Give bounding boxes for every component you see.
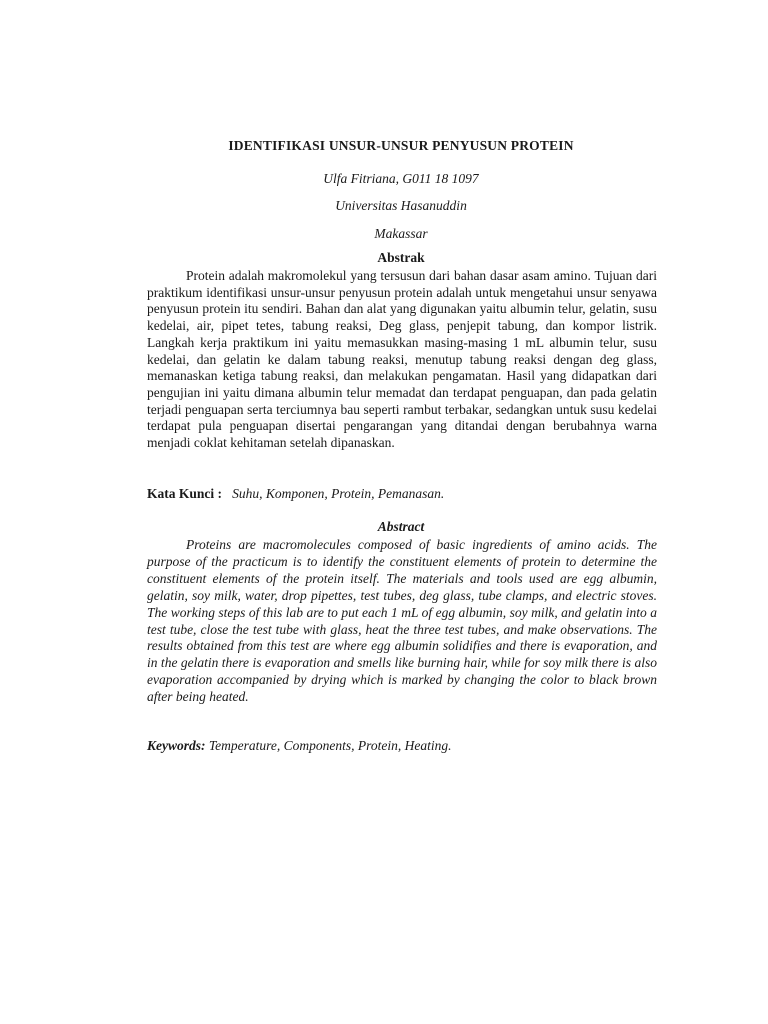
keywords-value: Temperature, Components, Protein, Heating. (208, 738, 452, 753)
abstrak-heading: Abstrak (377, 250, 425, 265)
city-line: Makassar (374, 226, 428, 241)
kata-kunci-value: Suhu, Komponen, Protein, Pemanasan. (232, 486, 445, 501)
author-line: Ulfa Fitriana, G011 18 1097 (323, 171, 479, 186)
abstrak-paragraph: Protein adalah makromolekul yang tersusun dari bahan dasar asam amino. Tujuan dari praktikum identifikasi unsur-unsur penyusun protein adalah untuk mengetahui unsur senyawa penyusun protein itu sendiri. Bahan dan alat yang digunakan yaitu albumin telur, gelatin, susu kedelai, air, pipet tetes, tabung reaksi, Deg glass, penjepit tabung, dan kompor listrik. Langkah kerja praktikum ini yaitu memasukkan masing-masing 1 mL albumin telur, susu kedelai, dan gelatin ke dalam tabung reaksi, menutup tabung reaksi dengan deg glass, memanaskan ketiga tabung reaksi, dan melakukan pengamatan. Hasil yang didapatkan dari pengujian ini yaitu dimana albumin telur memadat dan terdapat penguapan, dan pada gelatin terjadi penguapan serta terciumnya bau seperti rambut terbakar, sedangkan untuk susu kedelai terdapat pula penguapan disertai pengarangan yang ditandai dengan berubahnya warna menjadi coklat kehitaman setelah dipanaskan. (147, 268, 657, 451)
kata-kunci-line (147, 486, 667, 502)
abstract-heading: Abstract (377, 519, 425, 534)
affiliation-line: Universitas Hasanuddin (335, 198, 467, 213)
paper-title: IDENTIFIKASI UNSUR-UNSUR PENYUSUN PROTEIN (228, 138, 574, 153)
kata-kunci-label: Kata Kunci : (147, 486, 223, 501)
abstract-paragraph: Proteins are macromolecules composed of basic ingredients of amino acids. The purpose of the practicum is to identify the constituent elements of protein to determine the constituent elements of the protein itself. The materials and tools used are egg albumin, gelatin, soy milk, water, drop pipettes, test tubes, deg glass, tube clamps, and electric stoves. The working steps of this lab are to put each 1 mL of egg albumin, soy milk, and gelatin into a test tube, close the test tube with glass, heat the three test tubes, and make observations. The results obtained from this test are where egg albumin solidifies and there is evaporation, and in the gelatin there is evaporation and smells like burning hair, while for soy milk there is also evaporation accompanied by drying which is marked by changing the color to black brown after being heated. (147, 537, 657, 705)
keywords-label: Keywords: (147, 738, 206, 753)
keywords-line (147, 738, 667, 754)
